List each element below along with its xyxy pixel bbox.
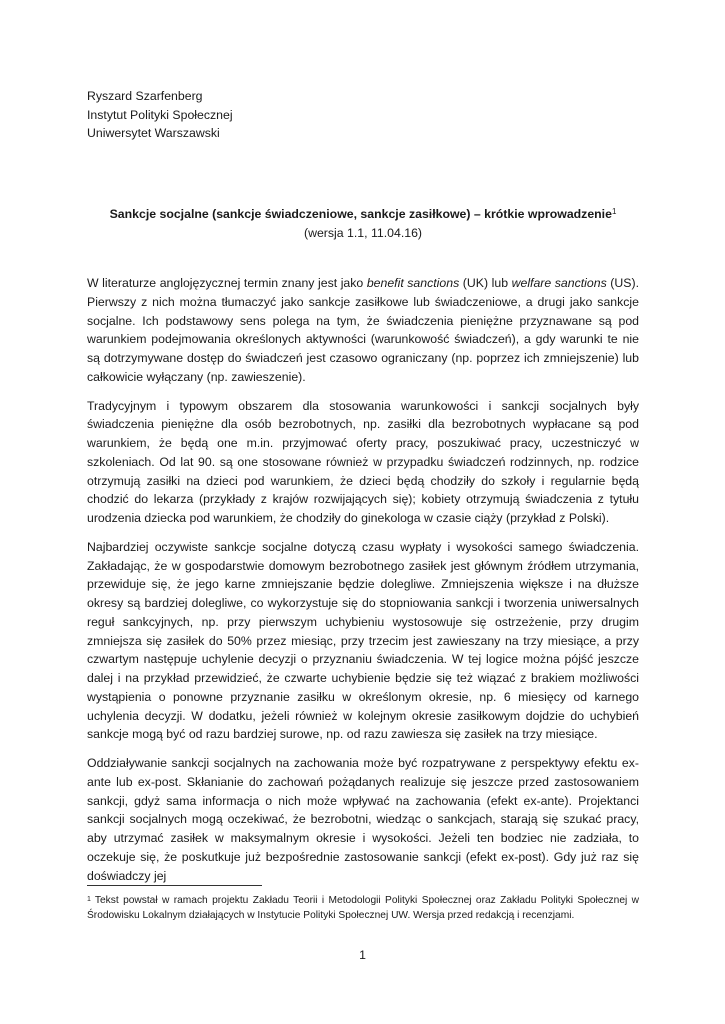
author-university: Uniwersytet Warszawski	[87, 126, 220, 141]
document-title	[87, 205, 639, 224]
author-block	[87, 87, 233, 143]
paragraph-4: Oddziaływanie sankcji socjalnych na zachowania może być rozpatrywane z perspektywy efektu ex-ante lub ex-post. Skłanianie do zachowań pożądanych realizuje się jeszcze przed zastosowaniem sankcji, gdyż sama informacja o nich może wpływać na zachowania (efekt ex-ante). Projektanci sankcji socjalnych mogą oczekiwać, że bezrobotni, wiedząc o sankcjach, starają się szukać pracy, aby utrzymać zasiłek w maksymalnym okresie i wysokości. Jeżeli ten bodziec nie zadziała, to oczekuje się, że poskutkuje już bezpośrednie zastosowanie sankcji (efekt ex-post). Gdy już raz się doświadczy jej	[87, 756, 639, 883]
title-text: Sankcje socjalne (sankcje świadczeniowe, sankcje zasiłkowe) – krótkie wprowadzenie	[109, 207, 612, 221]
author-institute: Instytut Polityki Społecznej	[87, 107, 233, 122]
document-title-block	[87, 205, 639, 242]
paragraph-1	[87, 274, 639, 387]
document-version: (wersja 1.1, 11.04.16)	[303, 225, 423, 240]
footnote-mark: 1	[87, 896, 91, 903]
term-welfare-sanctions: welfare sanctions	[511, 276, 607, 290]
footnote-text: Tekst powstał w ramach projektu Zakładu Teorii i Metodologii Polityki Społecznej oraz Zakładu Polityki Społecznej w Środowisku Lokalnym działających w Instytucie Polityki Społecznej UW. Wersja przed redakcją i recenzjami.	[87, 895, 639, 921]
term-benefit-sanctions: benefit sanctions	[366, 276, 460, 290]
title-footnote-mark: 1	[611, 207, 617, 216]
paragraph-1-text-c: (US). Pierwszy z nich można tłumaczyć jako sankcje zasiłkowe lub świadczeniowe, a drugi jako sankcje socjalne. Ich podstawowy sens polega na tym, że świadczenia pieniężne przyznawane są pod warunkiem podejmowania określonych aktywności (warunkowość świadczeń), a gdy warunki te nie są dotrzymywane dostęp do świadczeń jest czasowo ograniczany (np. poprzez ich zmniejszenie) lub całkowicie wyłączany (np. zawieszenie).	[87, 276, 639, 384]
paragraph-2: Tradycyjnym i typowym obszarem dla stosowania warunkowości i sankcji socjalnych były świadczenia pieniężne dla osób bezrobotnych, np. zasiłki dla bezrobotnych wypłacane są pod warunkiem, że będą one m.in. przyjmować oferty pracy, poszukiwać pracy, uczestniczyć w szkoleniach. Od lat 90. są one stosowane również w przypadku świadczeń rodzinnych, np. rodzice otrzymują zasiłki na dzieci pod warunkiem, że dzieci będą chodziły do szkoły i regularnie będą chodzić do lekarza (przykłady z krajów rozwijających się); kobiety otrzymują świadczenia z tytułu urodzenia dziecka pod warunkiem, że chodziły do ginekologa w czasie ciąży (przykład z Polski).	[87, 398, 639, 525]
paragraph-3: Najbardziej oczywiste sankcje socjalne dotyczą czasu wypłaty i wysokości samego świadczenia. Zakładając, że w gospodarstwie domowym bezrobotnego zasiłek jest głównym źródłem utrzymania, przewiduje się, że jego karne zmniejszanie będzie dolegliwe. Zmniejszenia większe i na dłuższe okresy są bardziej dolegliwe, co wykorzystuje się do stopniowania sankcji i tworzenia uniwersalnych reguł sankcyjnych, np. przy pierwszym uchybieniu wystosowuje się ostrzeżenie, przy drugim zmniejsza się zasiłek do 50% przez miesiąc, przy trzecim jest zawieszany na trzy miesiące, a przy czwartym następuje uchylenie decyzji o przyznaniu świadczenia. W tej logice można pójść jeszcze dalej i na przykład przewidzieć, że czwarte uchybienie będzie się też wiązać z brakiem możliwości wystąpienia o ponowne przyznanie zasiłku w określonym okresie, np. 6 miesięcy od karnego uchylenia decyzji. W dodatku, jeżeli również w kolejnym okresie zasiłkowym dojdzie do uchybień sankcje mogą być od razu bardziej surowe, np. od razu zawiesza się zasiłek na trzy miesiące.	[87, 539, 639, 742]
document-body	[87, 274, 639, 885]
author-name: Ryszard Szarfenberg	[87, 89, 203, 103]
footnote-divider	[87, 885, 262, 886]
paragraph-1-text-a: W literaturze anglojęzycznej termin znany jest jako	[87, 276, 367, 290]
paragraph-1-text-b: (UK) lub	[459, 276, 512, 290]
footnote	[87, 893, 639, 923]
page-number: 1	[359, 948, 366, 962]
